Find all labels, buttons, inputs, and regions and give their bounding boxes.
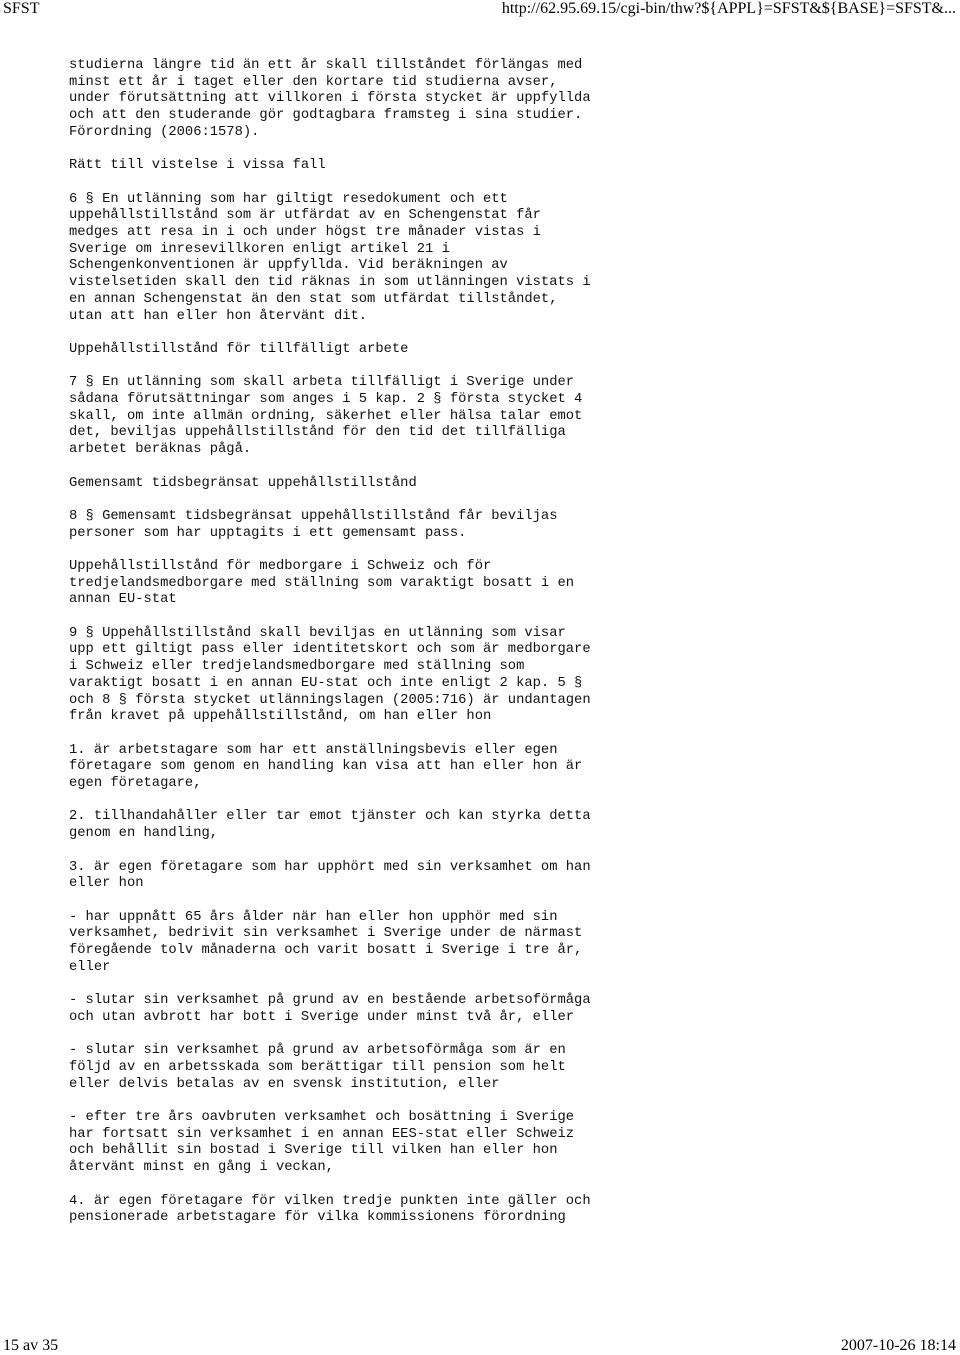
paragraph-section-7: 7 § En utlänning som skall arbeta tillfälligt i Sverige under sådana förutsättningar som anges i 5 kap. 2 § första stycket 4 skall, om inte allmän ordning, säkerhet eller hälsa talar emot det, beviljas uppehållstillstånd för den tid det tillfälliga arbetet beräknas pågå.: [69, 375, 583, 458]
list-item: 3. är egen företagare som har upphört med sin verksamhet om han eller hon: [69, 859, 591, 892]
section-heading: Rätt till vistelse i vissa fall: [69, 158, 326, 174]
sub-list-item: - efter tre års oavbruten verksamhet och bosättning i Sverige har fortsatt sin verksamhet i en annan EES-stat eller Schweiz och behållit sin bostad i Sverige till vilken han eller hon återvänt minst en gång i veckan,: [69, 1110, 575, 1176]
header-title: SFST: [3, 0, 40, 17]
sub-list-item: - slutar sin verksamhet på grund av en bestående arbetsoförmåga och utan avbrott har bott i Sverige under minst två år, eller: [69, 993, 591, 1025]
sub-list-item: - slutar sin verksamhet på grund av arbetsoförmåga som är en följd av en arbetsskada som berättigar till pension som helt eller delvis betalas av en svensk institution, eller: [69, 1043, 566, 1092]
list-item: 2. tillhandahåller eller tar emot tjänster och kan styrka detta genom en handling,: [69, 809, 591, 842]
header-url: http://62.95.69.15/cgi-bin/thw?${APPL}=SFST&${BASE}=SFST&...: [501, 0, 956, 17]
page-header: [0, 0, 960, 22]
print-timestamp: 2007-10-26 18:14: [840, 1337, 956, 1354]
page-number: 15 av 35: [3, 1337, 59, 1354]
section-heading: Gemensamt tidsbegränsat uppehållstillstånd: [69, 475, 417, 491]
page-footer: [0, 1337, 960, 1354]
document-body: [69, 58, 949, 1244]
paragraph-continuation: studierna längre tid än ett år skall tillståndet förlängas med minst ett år i taget eller den kortare tid studierna avser, under förutsättning att villkoren i första stycket är uppfyllda och att den studerande gör godtagbara framsteg i sina studier. Förordning (2006:1578).: [69, 58, 591, 140]
section-heading: Uppehållstillstånd för medborgare i Schweiz och för tredjelandsmedborgare med ställning som varaktigt bosatt i en annan EU-stat: [69, 558, 575, 608]
list-item: 4. är egen företagare för vilken tredje punkten inte gäller och pensionerade arbetstagare för vilka kommissionens förordning: [69, 1193, 591, 1226]
paragraph-section-8: 8 § Gemensamt tidsbegränsat uppehållstillstånd får beviljas personer som har upptagits i ett gemensamt pass.: [69, 508, 558, 541]
list-item: 1. är arbetstagare som har ett anställningsbevis eller egen företagare som genom en handling kan visa att han eller hon är egen företagare,: [69, 742, 583, 792]
sub-list-item: - har uppnått 65 års ålder när han eller hon upphör med sin verksamhet, bedrivit sin verksamhet i Sverige under de närmast föregående tolv månaderna och varit bosatt i Sverige i tre år, eller: [69, 909, 583, 975]
paragraph-section-6: 6 § En utlänning som har giltigt resedokument och ett uppehållstillstånd som är utfärdat av en Schengenstat får medges att resa in i och under högst tre månader vistas i Sverige om inresevillkoren enligt artikel 21 i Schengenkonventionen är uppfyllda. Vid beräkningen av vistelsetiden skall den tid räknas in som utlänningen vistats i en annan Schengenstat än den stat som utfärdat tillståndet, utan att han eller hon återvänt dit.: [69, 191, 591, 324]
section-heading: Uppehållstillstånd för tillfälligt arbete: [69, 341, 409, 357]
paragraph-section-9: 9 § Uppehållstillstånd skall beviljas en utlänning som visar upp ett giltigt pass eller identitetskort och som är medborgare i Schweiz eller tredjelandsmedborgare med ställning som varaktigt bosatt i en annan EU-stat och inte enligt 2 kap. 5 § och 8 § första stycket utlänningslagen (2005:716) är undantagen från kravet på uppehållstillstånd, om han eller hon: [69, 625, 591, 725]
